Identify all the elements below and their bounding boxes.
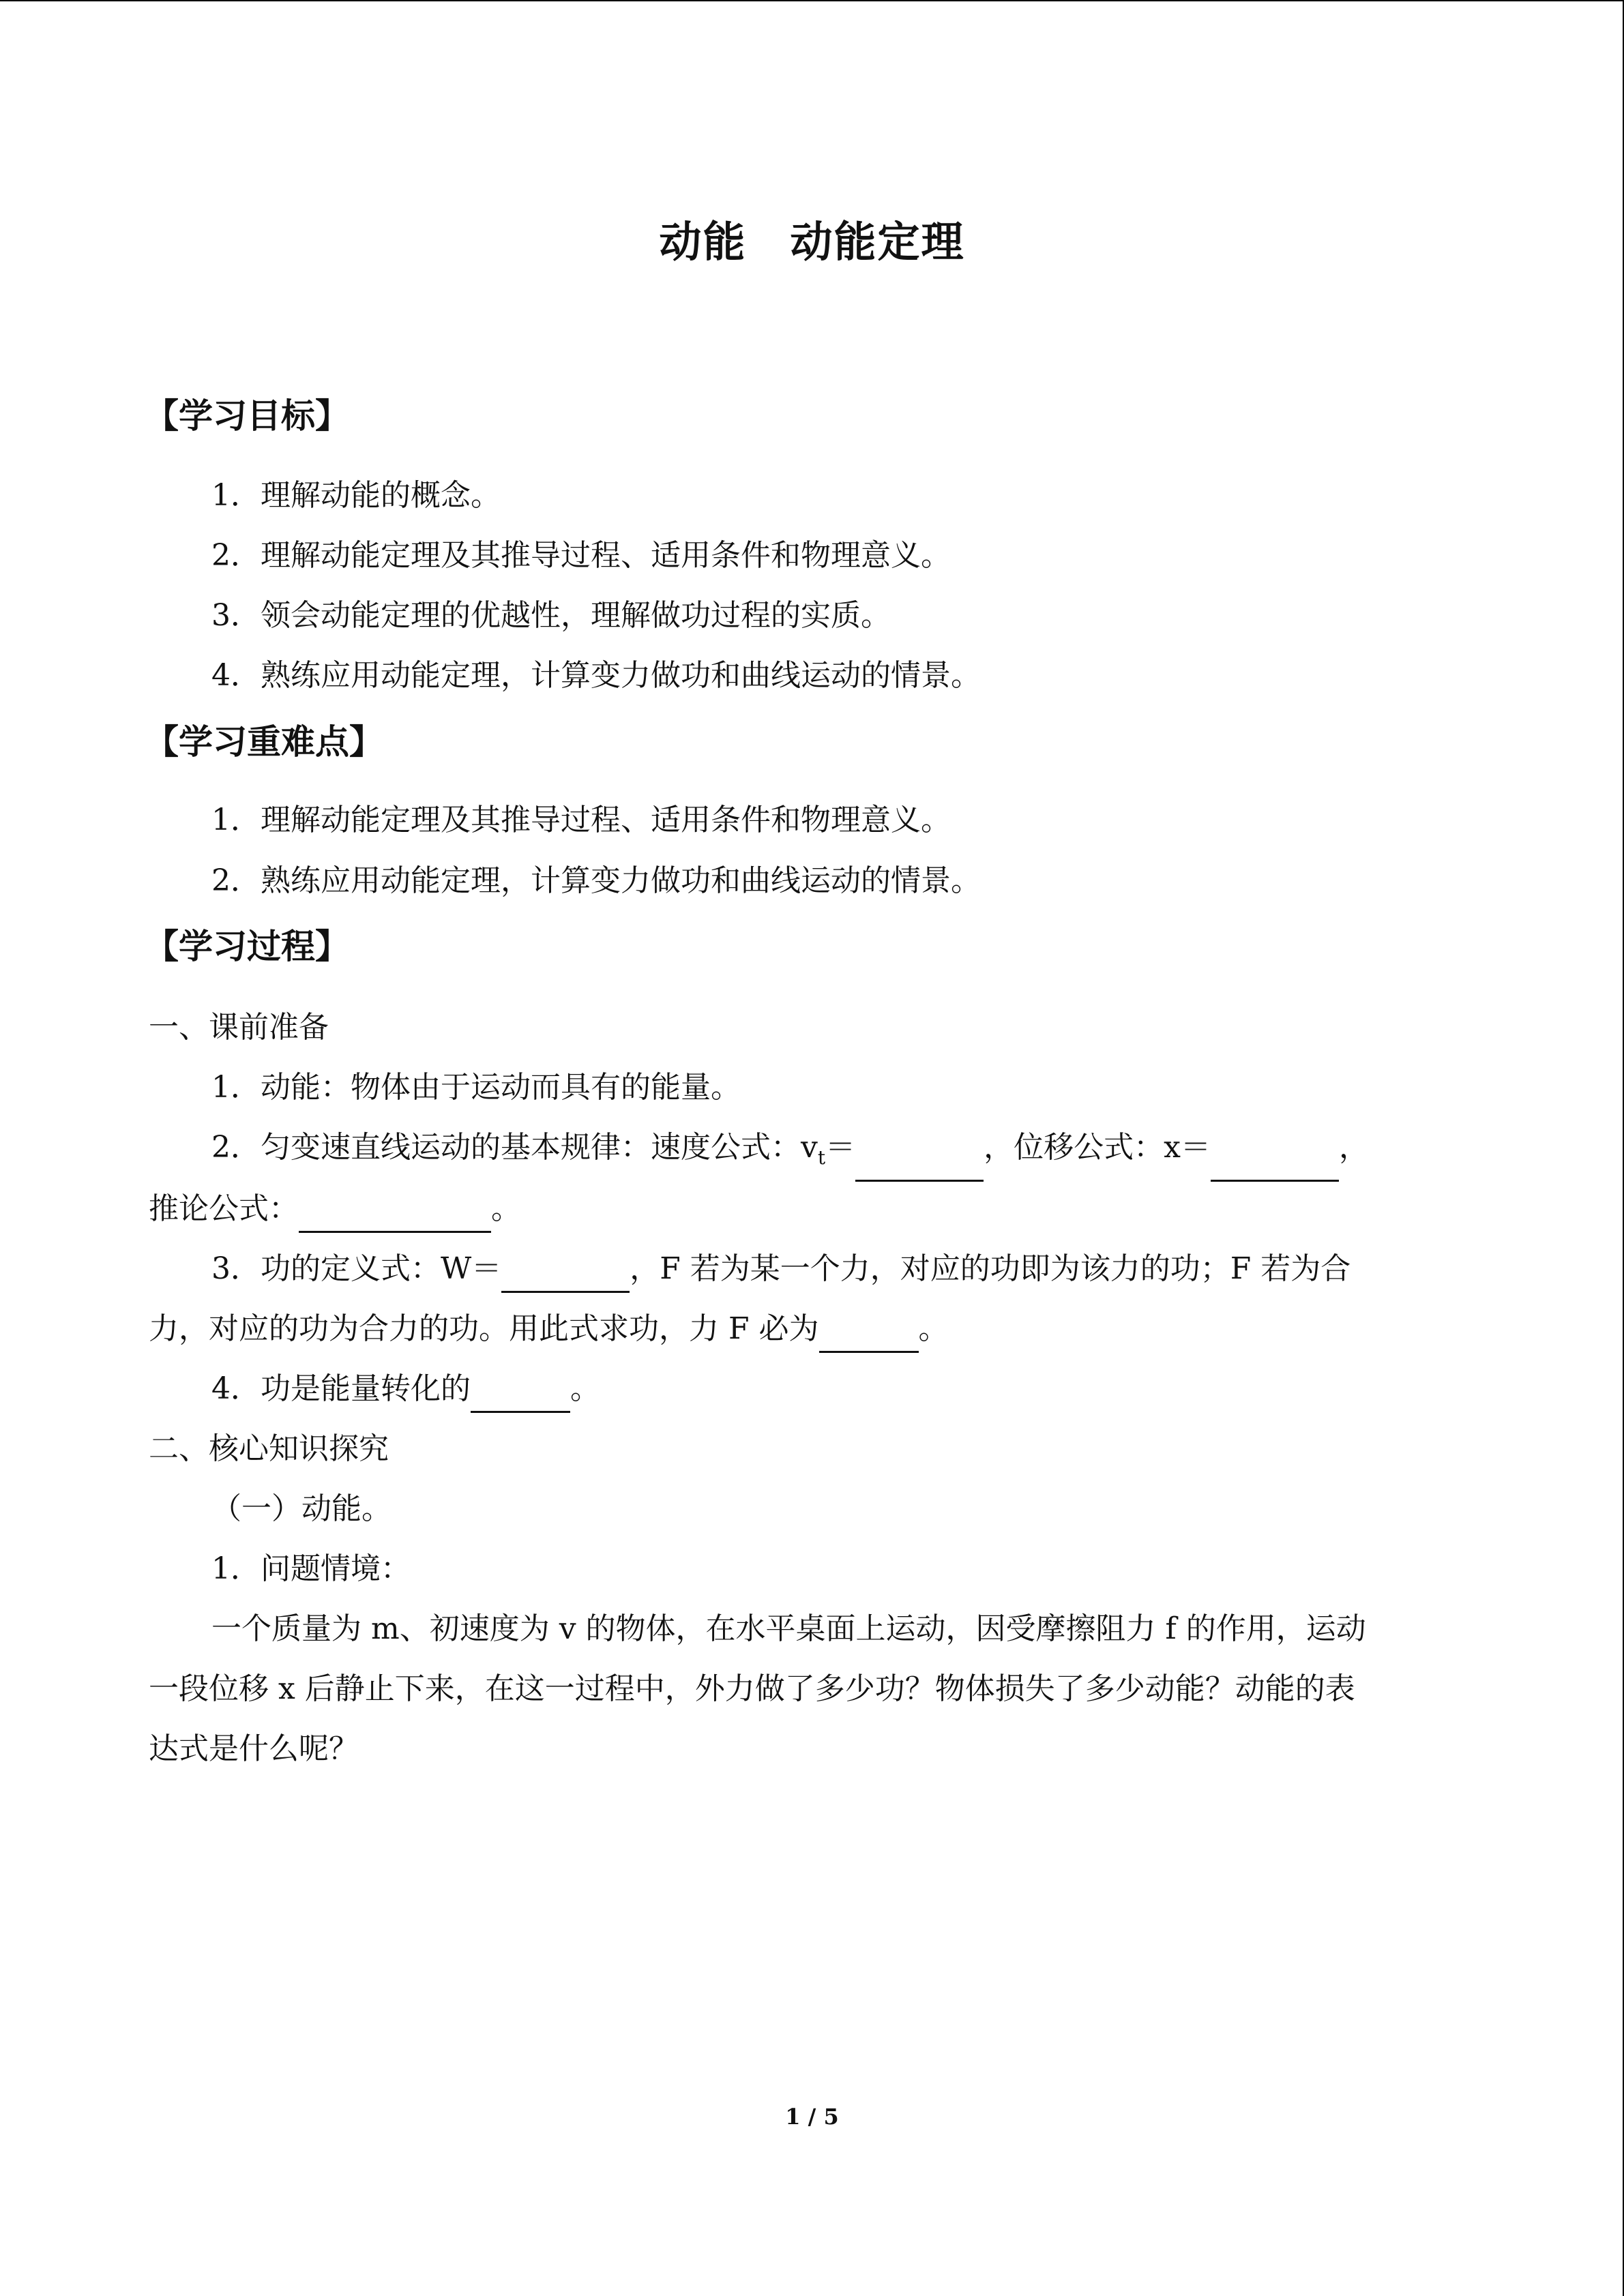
work-definition-blank[interactable] bbox=[501, 1255, 630, 1293]
prep-item-2-text-d: ， bbox=[1338, 1130, 1369, 1165]
prep-item-2-line2 bbox=[149, 1185, 521, 1233]
prep-item-4 bbox=[211, 1365, 600, 1413]
prep-item-3-line1 bbox=[211, 1245, 1350, 1293]
goal-item-2: 2．理解动能定理及其推导过程、适用条件和物理意义。 bbox=[211, 538, 951, 573]
heading-key-points: 【学习重难点】 bbox=[145, 722, 383, 762]
prep-item-3-text-d: 。 bbox=[918, 1311, 949, 1346]
heading-learning-goals: 【学习目标】 bbox=[145, 396, 349, 436]
prep-item-3-text-c: 力，对应的功为合力的功。用此式求功，力 F 必为 bbox=[149, 1311, 819, 1346]
problem-text-line3: 达式是什么呢？ bbox=[149, 1731, 359, 1766]
heading-learning-process: 【学习过程】 bbox=[145, 927, 349, 966]
prep-item-2-text-c: ，位移公式：x＝ bbox=[984, 1130, 1211, 1165]
corollary-formula-blank[interactable] bbox=[299, 1195, 491, 1233]
prep-item-4-text-b: 。 bbox=[570, 1371, 600, 1406]
key-point-item-2: 2．熟练应用动能定理，计算变力做功和曲线运动的情景。 bbox=[211, 863, 981, 898]
prep-item-3-text-b: ，F 若为某一个力，对应的功即为该力的功；F 若为合 bbox=[630, 1251, 1351, 1286]
force-condition-blank[interactable] bbox=[819, 1315, 919, 1353]
prep-item-2-text-a: 2．匀变速直线运动的基本规律：速度公式：v bbox=[211, 1130, 818, 1165]
prep-item-1: 1．动能：物体由于运动而具有的能量。 bbox=[211, 1070, 741, 1105]
velocity-formula-blank[interactable] bbox=[855, 1144, 984, 1182]
velocity-subscript: t bbox=[817, 1146, 826, 1169]
problem-text-line1: 一个质量为 m、初速度为 v 的物体，在水平桌面上运动，因受摩擦阻力 f 的作用，运动 bbox=[211, 1611, 1366, 1646]
page-number: 1 / 5 bbox=[785, 2104, 839, 2130]
prep-item-2-text-e: 推论公式： bbox=[149, 1191, 299, 1226]
subsection-kinetic-energy: （一）动能。 bbox=[211, 1491, 392, 1526]
prep-item-3-text-a: 3．功的定义式：W＝ bbox=[211, 1251, 502, 1286]
part1-title: 一、课前准备 bbox=[149, 1010, 329, 1045]
energy-conversion-blank[interactable] bbox=[471, 1375, 570, 1413]
goal-item-4: 4．熟练应用动能定理，计算变力做功和曲线运动的情景。 bbox=[211, 658, 981, 693]
displacement-formula-blank[interactable] bbox=[1211, 1144, 1339, 1182]
goal-item-3: 3．领会动能定理的优越性，理解做功过程的实质。 bbox=[211, 598, 891, 633]
prep-item-2-text-f: 。 bbox=[491, 1191, 521, 1226]
key-point-item-1: 1．理解动能定理及其推导过程、适用条件和物理意义。 bbox=[211, 803, 951, 837]
problem-situation-label: 1．问题情境： bbox=[211, 1551, 411, 1586]
problem-text-line2: 一段位移 x 后静止下来，在这一过程中，外力做了多少功？物体损失了多少动能？动能的表 bbox=[149, 1671, 1355, 1706]
prep-item-3-line2 bbox=[149, 1305, 949, 1353]
document-title: 动能 动能定理 bbox=[659, 217, 965, 267]
part2-title: 二、核心知识探究 bbox=[149, 1431, 389, 1466]
prep-item-2-text-b: ＝ bbox=[825, 1130, 856, 1165]
goal-item-1: 1．理解动能的概念。 bbox=[211, 478, 501, 513]
prep-item-4-text-a: 4．功是能量转化的 bbox=[211, 1371, 471, 1406]
prep-item-2-line1 bbox=[211, 1124, 1369, 1172]
